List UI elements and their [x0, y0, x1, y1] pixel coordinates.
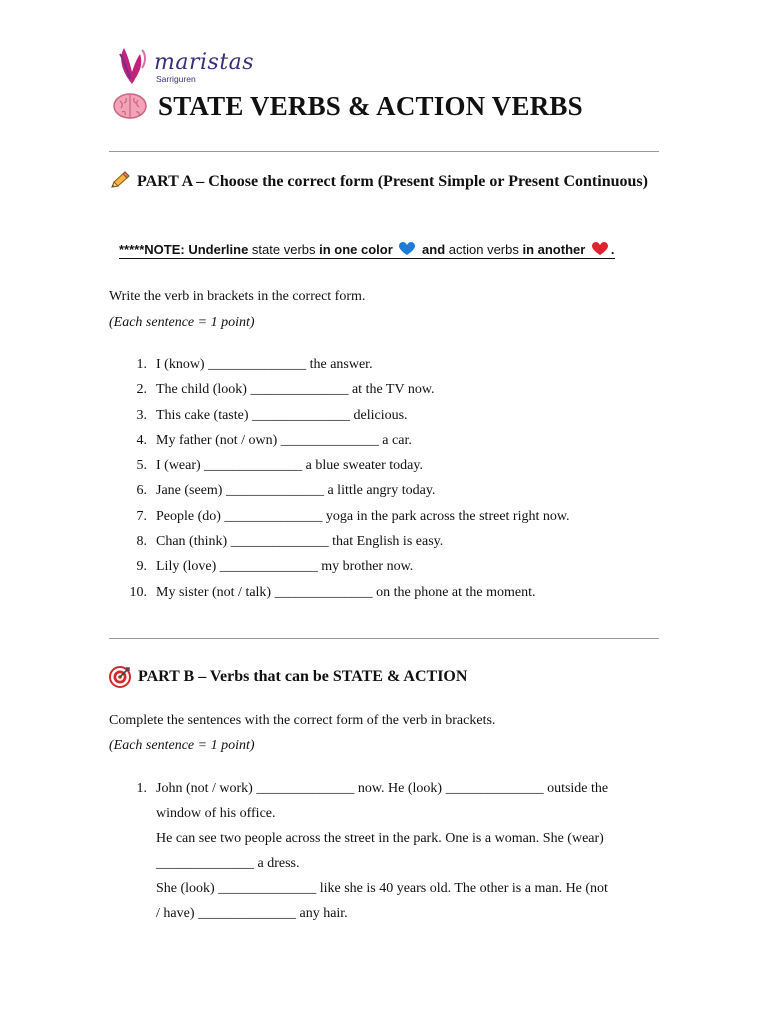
part-b-line: / have) ______________ any hair.: [156, 906, 348, 921]
part-b-item-number: 1.: [136, 781, 147, 796]
part-b-line: John (not / work) ______________ now. He (look) ______________ outside the: [156, 781, 609, 796]
part-b-heading: [109, 664, 467, 690]
part-b-line: He can see two people across the street in the park. One is a woman. She (wear): [156, 831, 604, 846]
list-item: 1. I (know) ______________ the answer.: [136, 357, 373, 372]
list-item: 7. People (do) ______________ yoga in the park across the street right now.: [136, 508, 570, 524]
part-b-line: window of his office.: [156, 806, 276, 821]
note-mid: in one color: [315, 242, 397, 257]
list-item: 10. My sister (not / talk) ______________ on the phone at the moment.: [129, 584, 536, 600]
blue-heart-icon: [399, 242, 415, 256]
list-item: 2. The child (look) ______________ at the TV now.: [136, 382, 435, 398]
list-item: 8. Chan (think) ______________ that English is easy.: [136, 534, 444, 550]
part-b-instruction: Complete the sentences with the correct form of the verb in brackets.: [109, 713, 496, 728]
target-icon: [109, 666, 131, 688]
part-b-line: ______________ a dress.: [156, 856, 300, 871]
note-state-verbs: state verbs: [251, 242, 316, 257]
logo-subtitle: Sarriguren: [156, 74, 196, 84]
list-item: 4. My father (not / own) ______________ a car.: [136, 432, 412, 448]
brain-icon: [112, 91, 148, 121]
note-and: and: [418, 242, 449, 257]
note-prefix: *****NOTE: Underline: [119, 242, 252, 257]
part-a-points: (Each sentence = 1 point): [109, 315, 255, 330]
note-action-verbs: action verbs: [448, 242, 519, 257]
part-a-heading-text: PART A – Choose the correct form (Present Simple or Present Continuous): [137, 173, 648, 190]
note-period: .: [610, 242, 615, 257]
note-end: in another: [518, 242, 589, 257]
part-b-item-1: [156, 776, 666, 926]
part-b-points: (Each sentence = 1 point): [109, 738, 255, 753]
pencil-icon: [109, 170, 131, 190]
part-b-line: She (look) ______________ like she is 40 years old. The other is a man. He (not: [156, 881, 608, 896]
page-title: STATE VERBS & ACTION VERBS: [158, 90, 583, 121]
divider-middle: [109, 638, 659, 639]
part-a-heading: [109, 168, 669, 196]
underline-note: [119, 242, 615, 259]
part-a-instruction: Write the verb in brackets in the correct form.: [109, 289, 366, 304]
title-row: [112, 88, 583, 124]
list-item: 3. This cake (taste) ______________ delicious.: [136, 407, 408, 423]
maristas-logo-mark-icon: [116, 44, 154, 88]
red-heart-icon: [592, 242, 608, 256]
part-b-heading-text: PART B – Verbs that can be STATE & ACTION: [138, 668, 468, 685]
divider-top: [109, 151, 659, 152]
list-item: 5. I (wear) ______________ a blue sweater today.: [136, 458, 423, 474]
part-a-list: [109, 352, 570, 605]
maristas-logo: [116, 44, 266, 90]
list-item: 9. Lily (love) ______________ my brother now.: [136, 559, 414, 575]
logo-name: maristas: [154, 50, 255, 75]
list-item: 6. Jane (seem) ______________ a little angry today.: [136, 483, 436, 499]
